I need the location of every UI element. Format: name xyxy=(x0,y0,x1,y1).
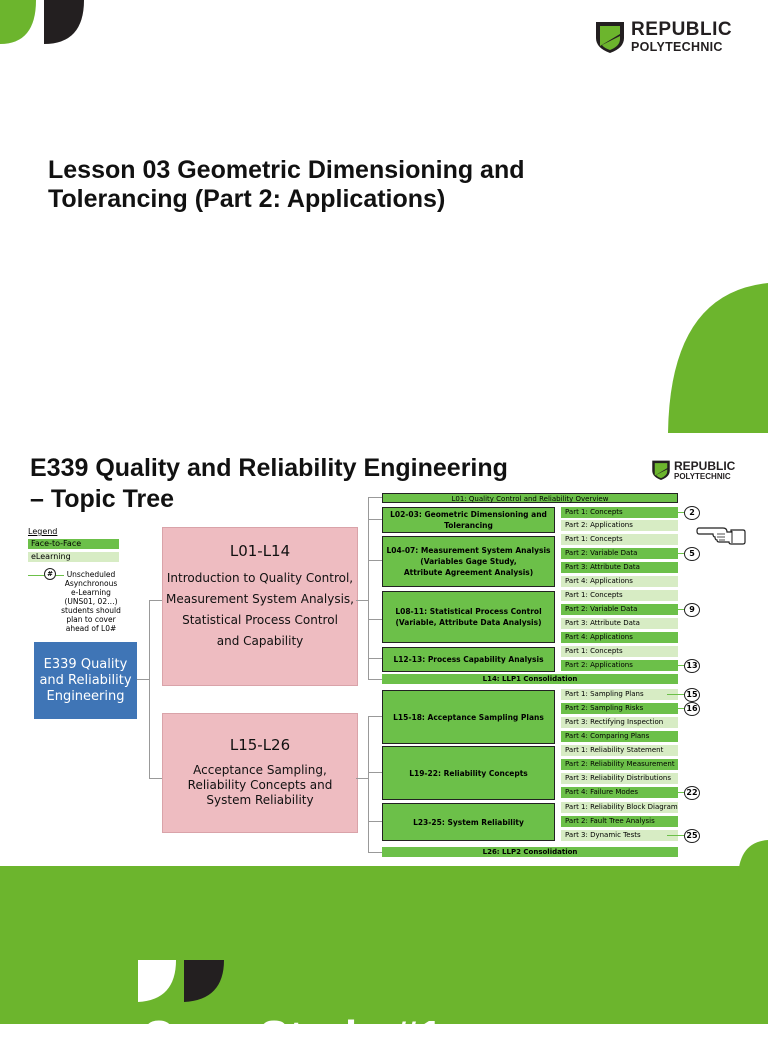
group-desc-line: Statistical Process Control xyxy=(182,613,338,627)
group-desc-line: System Reliability xyxy=(206,793,314,807)
legend-hash-bubble: # xyxy=(44,568,56,580)
part-row: Part 2: Variable Data xyxy=(561,548,678,559)
corner-decoration-right xyxy=(738,840,768,880)
legend-note-line: Asynchronous xyxy=(64,579,118,588)
lesson-number-bubble: 16 xyxy=(684,702,700,716)
part-row: Part 4: Failure Modes xyxy=(561,787,678,798)
connector xyxy=(356,778,368,779)
part-row: Part 2: Reliability Measurement xyxy=(561,759,678,770)
topic-tree-title-line1: E339 Quality and Reliability Engineering xyxy=(30,454,508,482)
connector xyxy=(368,497,369,679)
lesson-line: Attribute Agreement Analysis) xyxy=(403,568,534,577)
root-line: Engineering xyxy=(46,688,125,704)
lesson-line: L04-07: Measurement System Analysis xyxy=(386,546,551,555)
group-desc-line: Reliability Concepts and xyxy=(187,778,333,792)
part-row: Part 1: Concepts xyxy=(561,646,678,657)
brand-name-line1: REPUBLIC xyxy=(674,458,736,473)
group-box-l01-l14 xyxy=(162,527,358,686)
lesson-bar-l26: L26: LLP2 Consolidation xyxy=(382,847,678,857)
lesson-bar-l01: L01: Quality Control and Reliability Overview xyxy=(382,493,678,503)
part-row: Part 1: Reliability Statement xyxy=(561,745,678,756)
topic-tree-title xyxy=(30,453,630,515)
part-row: Part 2: Fault Tree Analysis xyxy=(561,816,678,827)
lesson-number-bubble: 25 xyxy=(684,829,700,843)
bubble-connector xyxy=(667,609,685,610)
connector xyxy=(368,679,382,680)
part-row: Part 1: Concepts xyxy=(561,507,678,518)
lesson-number-bubble: 9 xyxy=(684,603,700,617)
lesson-bar-l14: L14: LLP1 Consolidation xyxy=(382,674,678,684)
part-row: Part 2: Variable Data xyxy=(561,604,678,615)
group-desc-line: and Capability xyxy=(216,634,304,648)
part-row: Part 1: Concepts xyxy=(561,534,678,545)
connector xyxy=(149,600,150,778)
topic-tree-title-line2: – Topic Tree xyxy=(30,485,175,513)
lesson-title-line1: Lesson 03 Geometric Dimensioning and xyxy=(48,156,525,184)
bubble-connector xyxy=(667,708,685,709)
legend-note-line: e-Learning xyxy=(71,588,111,597)
lesson-box-l02-03 xyxy=(382,507,555,533)
root-line: E339 Quality xyxy=(43,656,128,672)
topic-tree-slide xyxy=(0,433,768,866)
brand-name-line1: REPUBLIC xyxy=(631,19,733,41)
pointing-hand-icon xyxy=(697,520,747,546)
legend-face-to-face: Face-to-Face xyxy=(28,539,119,549)
lesson-title-line2: Tolerancing (Part 2: Applications) xyxy=(48,185,446,213)
connector xyxy=(368,519,382,520)
part-row: Part 4: Applications xyxy=(561,576,678,587)
bubble-connector xyxy=(667,835,685,836)
connector xyxy=(356,600,368,601)
part-row: Part 1: Concepts xyxy=(561,590,678,601)
part-row: Part 2: Sampling Risks xyxy=(561,703,678,714)
part-row: Part 3: Attribute Data xyxy=(561,618,678,629)
brand-name-line2: POLYTECHNIC xyxy=(674,471,731,481)
lesson-box-l08-11 xyxy=(382,591,555,643)
lesson-line: L19-22: Reliability Concepts xyxy=(409,768,528,778)
legend-note-line: plan to cover xyxy=(66,615,116,624)
legend-elearning: eLearning xyxy=(28,552,119,562)
root-course-box xyxy=(34,642,137,719)
lesson-line: L02-03: Geometric Dimensioning and xyxy=(390,510,547,519)
lesson-number-bubble: 13 xyxy=(684,659,700,673)
title-slide xyxy=(0,0,768,433)
corner-decoration-bottom-right xyxy=(668,283,768,433)
lesson-line: (Variable, Attribute Data Analysis) xyxy=(395,618,542,627)
shield-logo-icon xyxy=(651,459,671,481)
connector xyxy=(137,679,149,680)
bubble-connector xyxy=(667,792,685,793)
part-row: Part 2: Applications xyxy=(561,520,678,531)
part-row: Part 1: Sampling Plans xyxy=(561,689,678,700)
lesson-box-l19-22 xyxy=(382,746,555,800)
lesson-line: L23-25: System Reliability xyxy=(413,817,524,827)
group-box-l15-l26 xyxy=(162,713,358,833)
lesson-line: L08-11: Statistical Process Control xyxy=(395,607,542,616)
lesson-number-bubble: 22 xyxy=(684,786,700,800)
lesson-title xyxy=(48,156,648,214)
lesson-number-bubble: 15 xyxy=(684,688,700,702)
case-study-logo-mark xyxy=(138,960,228,1006)
bubble-connector xyxy=(667,665,685,666)
connector xyxy=(368,852,382,853)
brand-name-line2: POLYTECHNIC xyxy=(631,40,723,55)
legend-note-line: ahead of L0# xyxy=(65,624,117,633)
connector xyxy=(368,821,382,822)
legend-note-line: (UNS01, 02…) xyxy=(64,597,118,606)
connector xyxy=(368,716,369,852)
part-row: Part 3: Rectifying Inspection xyxy=(561,717,678,728)
legend-note xyxy=(48,570,134,633)
lesson-line: L12-13: Process Capability Analysis xyxy=(393,655,544,664)
group-desc-line: Measurement System Analysis, xyxy=(165,592,354,606)
lesson-number-bubble: 5 xyxy=(684,547,700,561)
bubble-connector xyxy=(667,512,685,513)
part-row: Part 4: Comparing Plans xyxy=(561,731,678,742)
legend-note-line: students should xyxy=(61,606,121,615)
brand-logo-small xyxy=(651,459,735,481)
lesson-box-l15-18 xyxy=(382,690,555,744)
bubble-connector xyxy=(667,553,685,554)
case-study-slide xyxy=(0,866,768,1061)
legend-note-line: Unscheduled xyxy=(66,570,116,579)
group-heading: L01-L14 xyxy=(229,542,291,560)
corner-decoration-top-left xyxy=(0,0,100,50)
connector xyxy=(368,497,382,498)
part-row: Part 1: Reliability Block Diagram xyxy=(561,802,678,813)
connector xyxy=(368,716,382,717)
shield-logo-icon xyxy=(594,20,626,54)
connector xyxy=(368,772,382,773)
lesson-line: L15-18: Acceptance Sampling Plans xyxy=(393,712,544,722)
lesson-line: Tolerancing xyxy=(444,521,493,530)
lesson-line: (Variables Gage Study, xyxy=(420,557,517,566)
lesson-box-l12-13 xyxy=(382,647,555,672)
connector xyxy=(368,658,382,659)
root-line: and Reliability xyxy=(39,672,132,688)
lesson-box-l23-25 xyxy=(382,803,555,841)
group-heading: L15-L26 xyxy=(229,736,291,754)
part-row: Part 3: Attribute Data xyxy=(561,562,678,573)
lesson-box-l04-07 xyxy=(382,536,555,587)
group-desc-line: Introduction to Quality Control, xyxy=(166,571,354,585)
connector xyxy=(149,778,162,779)
part-row: Part 3: Reliability Distributions xyxy=(561,773,678,784)
connector xyxy=(368,560,382,561)
connector xyxy=(368,619,382,620)
part-row: Part 4: Applications xyxy=(561,632,678,643)
lesson-number-bubble: 2 xyxy=(684,506,700,520)
part-row: Part 3: Dynamic Tests xyxy=(561,830,678,841)
connector xyxy=(149,600,162,601)
bubble-connector xyxy=(667,694,685,695)
legend-heading: Legend xyxy=(28,527,58,536)
case-study-title: Case Study #1 xyxy=(142,1012,443,1061)
part-row: Part 2: Applications xyxy=(561,660,678,671)
legend xyxy=(28,527,119,562)
brand-logo xyxy=(594,20,732,54)
group-desc-line: Acceptance Sampling, xyxy=(193,763,327,777)
